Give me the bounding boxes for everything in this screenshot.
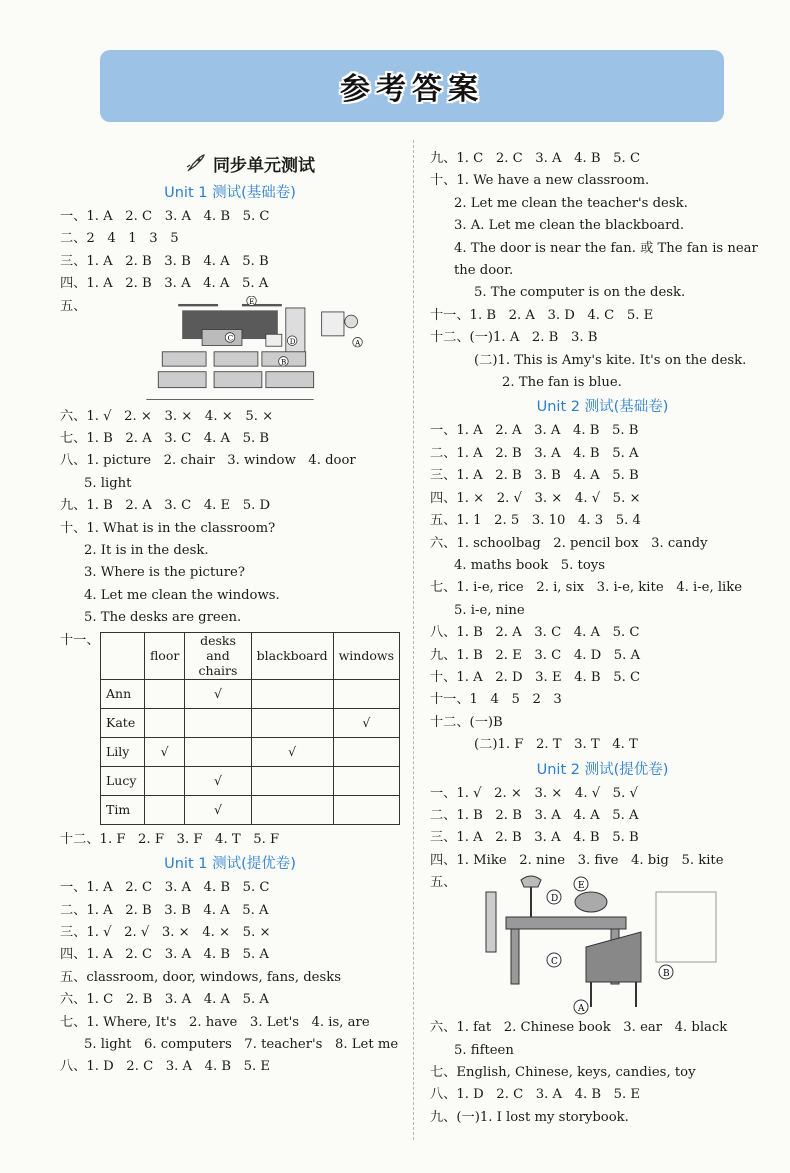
table-cell bbox=[333, 679, 399, 708]
answer-line: 九、(一)1. I lost my storybook. bbox=[430, 1109, 629, 1125]
table-cell: √ bbox=[185, 679, 251, 708]
question-label: 十一、 bbox=[60, 632, 100, 648]
label-a: A bbox=[355, 338, 361, 348]
answer-line: 十二、(一)1. A 2. B 3. B bbox=[430, 330, 598, 346]
answer-line: (二)1. This is Amy's kite. It's on the desk. bbox=[474, 352, 747, 368]
answer-line: 2. The fan is blue. bbox=[502, 375, 622, 391]
answer-line: 六、1. schoolbag 2. pencil box 3. candy bbox=[430, 535, 708, 551]
table-cell bbox=[185, 708, 251, 737]
answer-line: (二)1. F 2. T 3. T 4. T bbox=[474, 737, 638, 753]
answer-line: 十、1. What is in the classroom? bbox=[60, 520, 276, 536]
table-cell: √ bbox=[185, 795, 251, 824]
rocket-icon bbox=[185, 152, 207, 174]
answer-line: 5. i-e, nine bbox=[454, 602, 525, 618]
answer-line: 六、1. C 2. B 3. A 4. A 5. A bbox=[60, 992, 269, 1008]
answer-line: 九、1. B 2. A 3. C 4. E 5. D bbox=[60, 498, 271, 514]
answer-line: 一、1. A 2. C 3. A 4. B 5. C bbox=[60, 880, 270, 896]
answer-line: 5. The desks are green. bbox=[84, 610, 242, 626]
table-header: desks and chairs bbox=[185, 632, 251, 679]
answer-line: 4. maths book 5. toys bbox=[454, 557, 606, 573]
table-cell: √ bbox=[251, 737, 333, 766]
table-cell bbox=[333, 737, 399, 766]
table-cell: Tim bbox=[101, 795, 145, 824]
answer-line: 2. It is in the desk. bbox=[84, 543, 209, 559]
label-d: D bbox=[290, 336, 296, 346]
table-cell bbox=[333, 766, 399, 795]
desk-illustration bbox=[466, 872, 746, 1017]
answer-line: 六、1. fat 2. Chinese book 3. ear 4. black bbox=[430, 1020, 728, 1036]
answer-line: the door. bbox=[454, 263, 514, 279]
right-column bbox=[430, 148, 775, 1129]
answer-line: 九、1. B 2. E 3. C 4. D 5. A bbox=[430, 647, 641, 663]
table-cell: √ bbox=[185, 766, 251, 795]
table-cell: √ bbox=[333, 708, 399, 737]
answer-line: 三、1. √ 2. √ 3. × 4. × 5. × bbox=[60, 924, 271, 940]
answer-line: 十二、1. F 2. F 3. F 4. T 5. F bbox=[60, 831, 280, 847]
answer-line: 四、1. A 2. C 3. A 4. B 5. A bbox=[60, 947, 269, 963]
table-cell: Ann bbox=[101, 679, 145, 708]
answer-line: 四、1. A 2. B 3. A 4. A 5. A bbox=[60, 276, 269, 292]
answer-line: 二、1. A 2. B 3. B 4. A 5. A bbox=[60, 902, 269, 918]
table-cell bbox=[144, 679, 184, 708]
label-c2: C bbox=[551, 957, 558, 968]
answer-line: 一、1. √ 2. × 3. × 4. √ 5. √ bbox=[430, 785, 638, 801]
answer-line: 四、1. × 2. √ 3. × 4. √ 5. × bbox=[430, 490, 641, 506]
answer-line: 4. The door is near the fan. 或 The fan is near bbox=[454, 240, 758, 256]
answer-table bbox=[100, 632, 400, 825]
left-column bbox=[60, 148, 400, 1079]
table-cell: √ bbox=[144, 737, 184, 766]
header-banner bbox=[100, 50, 724, 122]
answer-line: 5. fifteen bbox=[454, 1042, 514, 1058]
answer-line: 2. Let me clean the teacher's desk. bbox=[454, 195, 688, 211]
table-cell: Kate bbox=[101, 708, 145, 737]
unit1-adv-title: Unit 1 测试(提优卷) bbox=[164, 856, 296, 873]
answer-line: 五、classroom, door, windows, fans, desks bbox=[60, 969, 341, 985]
table-cell: Lily bbox=[101, 737, 145, 766]
answer-line: 十一、1. B 2. A 3. D 4. C 5. E bbox=[430, 307, 654, 323]
label-b: B bbox=[281, 357, 287, 367]
unit1-basic-title: Unit 1 测试(基础卷) bbox=[164, 185, 296, 201]
table-header: windows bbox=[333, 632, 399, 679]
answer-line: 十一、1 4 5 2 3 bbox=[430, 692, 562, 708]
answer-line: 三、1. A 2. B 3. A 4. B 5. B bbox=[430, 830, 639, 846]
table-cell bbox=[333, 795, 399, 824]
section-title-text: 同步单元测试 bbox=[213, 155, 315, 176]
table-cell: Lucy bbox=[101, 766, 145, 795]
answer-line: 二、1. A 2. B 3. A 4. B 5. A bbox=[430, 445, 639, 461]
answer-line: 七、English, Chinese, keys, candies, toy bbox=[430, 1065, 696, 1080]
answer-line: 十、1. A 2. D 3. E 4. B 5. C bbox=[430, 669, 641, 685]
answer-line: 五、1. 1 2. 5 3. 10 4. 3 5. 4 bbox=[430, 513, 641, 529]
page-title: 参考答案 bbox=[340, 72, 484, 107]
answer-line: 十、1. We have a new classroom. bbox=[430, 173, 650, 189]
answer-line: 四、1. Mike 2. nine 3. five 4. big 5. kite bbox=[430, 852, 724, 868]
label-c: C bbox=[227, 333, 234, 343]
table-row bbox=[101, 679, 400, 708]
table-row bbox=[101, 708, 400, 737]
answer-line: 七、1. Where, It's 2. have 3. Let's 4. is, are bbox=[60, 1014, 370, 1030]
answer-line: 八、1. B 2. A 3. C 4. A 5. C bbox=[430, 625, 640, 641]
table-cell bbox=[251, 795, 333, 824]
answer-line: 七、1. i-e, rice 2. i, six 3. i-e, kite 4. i-e, like bbox=[430, 580, 743, 596]
answer-line: 5. light bbox=[84, 475, 132, 491]
answer-line: 九、1. C 2. C 3. A 4. B 5. C bbox=[430, 151, 641, 166]
table-header: floor bbox=[144, 632, 184, 679]
label-b2: B bbox=[663, 969, 670, 980]
answer-line: 八、1. D 2. C 3. A 4. B 5. E bbox=[430, 1087, 641, 1103]
question-label: 五、 bbox=[60, 298, 87, 314]
table-row bbox=[101, 766, 400, 795]
answer-line: 3. A. Let me clean the blackboard. bbox=[454, 218, 685, 234]
answer-line: 二、1. B 2. B 3. A 4. A 5. A bbox=[430, 807, 639, 823]
answer-line: 三、1. A 2. B 3. B 4. A 5. B bbox=[430, 468, 639, 484]
table-cell bbox=[251, 679, 333, 708]
table-cell bbox=[144, 708, 184, 737]
unit2-adv-title: Unit 2 测试(提优卷) bbox=[536, 761, 669, 778]
answer-line: 一、1. A 2. C 3. A 4. B 5. C bbox=[60, 209, 270, 224]
table-row bbox=[101, 737, 400, 766]
answer-line: 5. light 6. computers 7. teacher's 8. Let me bbox=[84, 1036, 399, 1052]
unit2-basic-title: Unit 2 测试(基础卷) bbox=[536, 399, 669, 416]
table-header: blackboard bbox=[251, 632, 333, 679]
answer-line: 三、1. A 2. B 3. B 4. A 5. B bbox=[60, 253, 269, 269]
label-e2: E bbox=[578, 881, 585, 892]
answer-line: 十二、(一)B bbox=[430, 714, 503, 730]
answer-line: 4. Let me clean the windows. bbox=[84, 587, 280, 603]
answer-line: 八、1. picture 2. chair 3. window 4. door bbox=[60, 453, 356, 469]
table-row bbox=[101, 795, 400, 824]
answer-line: 八、1. D 2. C 3. A 4. B 5. E bbox=[60, 1059, 271, 1075]
answer-line: 二、2 4 1 3 5 bbox=[60, 231, 179, 247]
table-cell bbox=[251, 708, 333, 737]
label-e: E bbox=[249, 296, 255, 306]
question-label: 五、 bbox=[430, 875, 457, 891]
section-title bbox=[100, 148, 400, 178]
table-cell bbox=[144, 795, 184, 824]
label-d2: D bbox=[551, 894, 559, 905]
answer-line: 5. The computer is on the desk. bbox=[474, 285, 686, 301]
table-cell bbox=[251, 766, 333, 795]
classroom-illustration bbox=[124, 296, 400, 406]
label-a2: A bbox=[578, 1004, 585, 1015]
answer-line: 六、1. √ 2. × 3. × 4. × 5. × bbox=[60, 408, 274, 424]
table-cell bbox=[185, 737, 251, 766]
table-header bbox=[101, 632, 145, 679]
table-cell bbox=[144, 766, 184, 795]
answer-line: 3. Where is the picture? bbox=[84, 565, 245, 581]
answer-line: 一、1. A 2. A 3. A 4. B 5. B bbox=[430, 423, 639, 439]
answer-line: 七、1. B 2. A 3. C 4. A 5. B bbox=[60, 431, 270, 447]
column-divider bbox=[413, 140, 414, 1140]
